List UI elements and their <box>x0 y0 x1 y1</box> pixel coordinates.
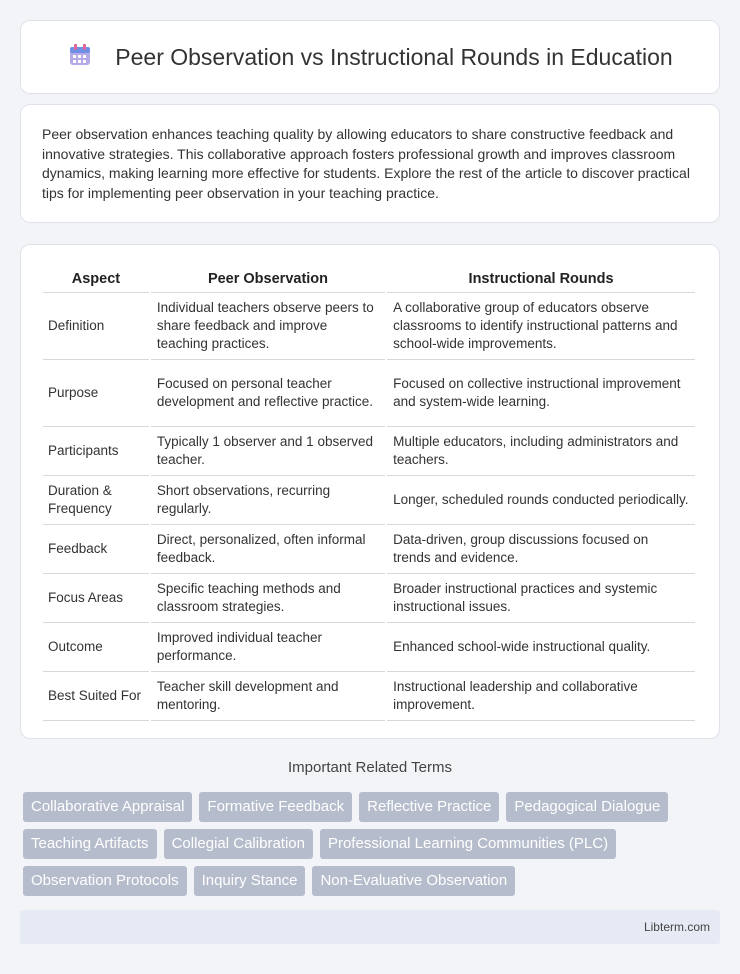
cell-rounds: A collaborative group of educators observe classrooms to identify instructional patterns and school-wide improvements. <box>387 293 695 360</box>
cell-rounds: Data-driven, group discussions focused on trends and evidence. <box>387 525 695 574</box>
cell-rounds: Multiple educators, including administrators and teachers. <box>387 427 695 476</box>
cell-peer: Specific teaching methods and classroom strategies. <box>151 574 385 623</box>
calendar-icon <box>67 42 93 73</box>
tag-inquiry-stance[interactable]: Inquiry Stance <box>194 866 306 896</box>
footer-site-link[interactable]: Libterm.com <box>643 920 710 934</box>
table-row <box>43 574 695 623</box>
cell-aspect: Focus Areas <box>43 574 149 623</box>
table-row <box>43 476 695 525</box>
table-row <box>43 360 695 427</box>
cell-aspect: Purpose <box>43 360 149 427</box>
tag-reflective-practice[interactable]: Reflective Practice <box>359 792 499 822</box>
cell-peer: Individual teachers observe peers to share feedback and improve teaching practices. <box>151 293 385 360</box>
cell-rounds: Broader instructional practices and systemic instructional issues. <box>387 574 695 623</box>
cell-peer: Typically 1 observer and 1 observed teacher. <box>151 427 385 476</box>
cell-peer: Improved individual teacher performance. <box>151 623 385 672</box>
tag-non-evaluative-observation[interactable]: Non-Evaluative Observation <box>312 866 515 896</box>
cell-aspect: Participants <box>43 427 149 476</box>
tag-row <box>23 866 723 896</box>
tag-teaching-artifacts[interactable]: Teaching Artifacts <box>23 829 157 859</box>
table-row <box>43 525 695 574</box>
cell-aspect: Outcome <box>43 623 149 672</box>
tag-collegial-calibration[interactable]: Collegial Calibration <box>164 829 313 859</box>
page-header <box>20 20 720 94</box>
table-row <box>43 293 695 360</box>
related-terms-title: Important Related Terms <box>288 759 452 776</box>
comparison-table <box>41 265 697 721</box>
cell-peer: Focused on personal teacher development and reflective practice. <box>151 360 385 427</box>
tag-observation-protocols[interactable]: Observation Protocols <box>23 866 187 896</box>
page-title: Peer Observation vs Instructional Rounds in Education <box>115 43 673 70</box>
tag-row <box>23 829 723 859</box>
cell-peer: Direct, personalized, often informal feedback. <box>151 525 385 574</box>
table-header-row <box>43 265 695 293</box>
footer <box>20 910 720 944</box>
related-terms-list <box>23 792 723 903</box>
tag-professional-learning-communities[interactable]: Professional Learning Communities (PLC) <box>320 829 616 859</box>
cell-aspect: Best Suited For <box>43 672 149 721</box>
header-instructional-rounds: Instructional Rounds <box>387 265 695 293</box>
cell-rounds: Focused on collective instructional improvement and system-wide learning. <box>387 360 695 427</box>
header-peer-observation: Peer Observation <box>151 265 385 293</box>
cell-aspect: Definition <box>43 293 149 360</box>
comparison-card <box>20 244 720 739</box>
intro-card <box>20 104 720 223</box>
cell-aspect: Duration & Frequency <box>43 476 149 525</box>
table-row <box>43 427 695 476</box>
table-row <box>43 672 695 721</box>
cell-peer: Short observations, recurring regularly. <box>151 476 385 525</box>
cell-rounds: Longer, scheduled rounds conducted periodically. <box>387 476 695 525</box>
tag-collaborative-appraisal[interactable]: Collaborative Appraisal <box>23 792 192 822</box>
cell-peer: Teacher skill development and mentoring. <box>151 672 385 721</box>
tag-formative-feedback[interactable]: Formative Feedback <box>199 792 352 822</box>
cell-rounds: Enhanced school-wide instructional quality. <box>387 623 695 672</box>
intro-text: Peer observation enhances teaching quality by allowing educators to share constructive feedback and innovative strategies. This collaborative approach fosters professional growth and improves classroom dynamics, making learning more effective for students. Explore the rest of the article to discover practical tips for implementing peer observation in your teaching practice. <box>42 126 690 201</box>
tag-row <box>23 792 723 822</box>
cell-rounds: Instructional leadership and collaborative improvement. <box>387 672 695 721</box>
table-row <box>43 623 695 672</box>
tag-pedagogical-dialogue[interactable]: Pedagogical Dialogue <box>506 792 668 822</box>
cell-aspect: Feedback <box>43 525 149 574</box>
header-aspect: Aspect <box>43 265 149 293</box>
